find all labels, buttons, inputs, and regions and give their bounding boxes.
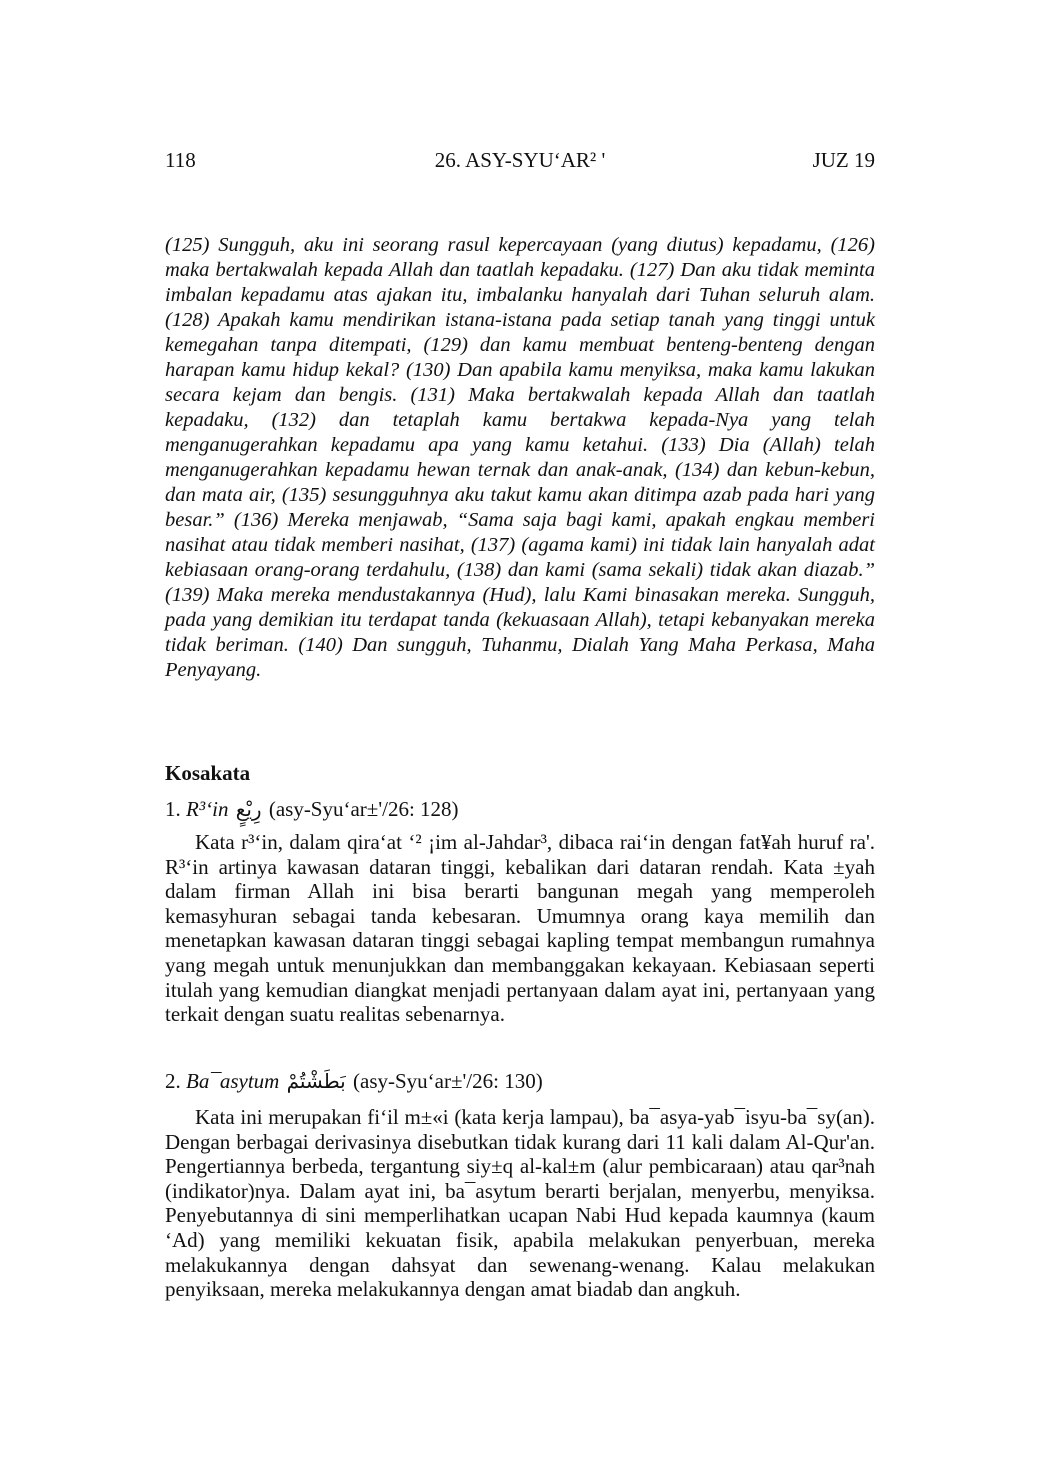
verse-translation: (125) Sungguh, aku ini seorang rasul kepercayaan (yang diutus) kepadamu, (126) maka bertakwalah kepada Allah dan taatlah kepadaku. (127) Dan aku tidak meminta imbalan kepadamu atas ajakan itu, imbalanku hanyalah dari Tuhan seluruh alam. (128) Apakah kamu mendirikan istana-istana pada setiap tanah yang tinggi untuk kemegahan tanpa ditempati, (129) dan kamu membuat benteng-benteng dengan harapan kamu hidup kekal? (130) Dan apabila kamu menyiksa, maka kamu lakukan secara kejam dan bengis. (131) Maka bertakwalah kepada Allah dan taatlah kepadaku, (132) dan tetaplah kamu bertakwa kepada-Nya yang telah menganugerahkan kepadamu apa yang kamu ketahui. (133) Dia (Allah) telah menganugerahkan kepadamu hewan ternak dan anak-anak, (134) dan kebun-kebun, dan mata air, (135) sesungguhnya aku takut kamu akan ditimpa azab pada hari yang besar.” (136) Mereka menjawab, “Sama saja bagi kami, apakah engkau memberi nasihat atau tidak memberi nasihat, (137) (agama kami) ini tidak lain hanyalah adat kebiasaan orang-orang terdahulu, (138) dan kami (sama sekali) tidak akan diazab.” (139) Maka mereka mendustakannya (Hud), lalu Kami binasakan mereka. Sungguh, pada yang demikian itu terdapat tanda (kekuasaan Allah), tetapi kebanyakan mereka tidak beriman. (140) Dan sungguh, Tuhanmu, Dialah Yang Maha Perkasa, Maha Penyayang.	[165, 234, 875, 681]
vocab-entry-1-title	[165, 794, 875, 824]
vocab-entry-2-term: Ba¯asytum	[186, 1069, 280, 1093]
vocab-entry-2-number: 2.	[165, 1069, 181, 1093]
vocab-entry-2-body: Kata ini merupakan fi‘il m±«i (kata kerja lampau), ba¯asya-yab¯isyu-ba¯sy(an). Dengan berbagai derivasinya disebutkan tidak kurang dari 11 kali dalam Al-Qur'an. Pengertiannya berbeda, tergantung siy±q al-kal±m (alur pembicaraan) atau qar³nah (indikator)nya. Dalam ayat ini, ba¯asytum berarti berjalan, menyerbu, menyiksa. Penyebutannya di sini memperlihatkan ucapan Nabi Hud kepada kaumnya (kaum ‘Ad) yang memiliki kekuatan fisik, apabila melakukan penyerbuan, mereka melakukannya dengan dahsyat dan sewenang-wenang. Kalau melakukan penyiksaan, mereka melakukannya dengan amat biadab dan angkuh.	[165, 1105, 875, 1302]
vocab-entry-1-reference: (asy-Syu‘ar±'/26: 128)	[268, 797, 459, 821]
vocab-entry-1-body: Kata r³‘in, dalam qira‘at ‘² ¡im al-Jahdar³, dibaca rai‘in dengan fat¥ah huruf ra'. R³‘in artinya kawasan dataran tinggi, kebalikan dari dataran rendah. Kata ±yah dalam firman Allah ini bisa berarti bangunan megah yang memperoleh kemasyhuran sebagai tanda kebesaran. Umumnya orang kaya memilih dan menetapkan kawasan dataran tinggi sebagai kapling tempat membangun rumahnya yang megah untuk menunjukkan dan membanggakan kekayaan. Kebiasaan seperti itulah yang kemudian diangkat menjadi pertanyaan dalam ayat ini, pertanyaan yang terkait dengan suatu realitas sebenarnya.	[165, 830, 875, 1027]
vocab-entry-2-arabic: بَطَشْتُمْ	[286, 1069, 346, 1093]
vocab-entry-2-reference: (asy-Syu‘ar±'/26: 130)	[353, 1069, 543, 1093]
vocab-entry-1-arabic: رِيْعٍ	[235, 797, 262, 821]
surah-title: 26. ASY-SYU‘AR² '	[434, 148, 606, 172]
page-header	[165, 146, 875, 174]
page-number: 118	[165, 148, 196, 172]
vocab-entry-1-term: R³‘in	[186, 797, 229, 821]
kosakata-heading: Kosakata	[165, 761, 251, 785]
document-page	[165, 0, 875, 1475]
vocab-entry-1-number: 1.	[165, 797, 181, 821]
juz-label: JUZ 19	[812, 148, 875, 172]
vocab-entry-2-title	[165, 1066, 875, 1096]
